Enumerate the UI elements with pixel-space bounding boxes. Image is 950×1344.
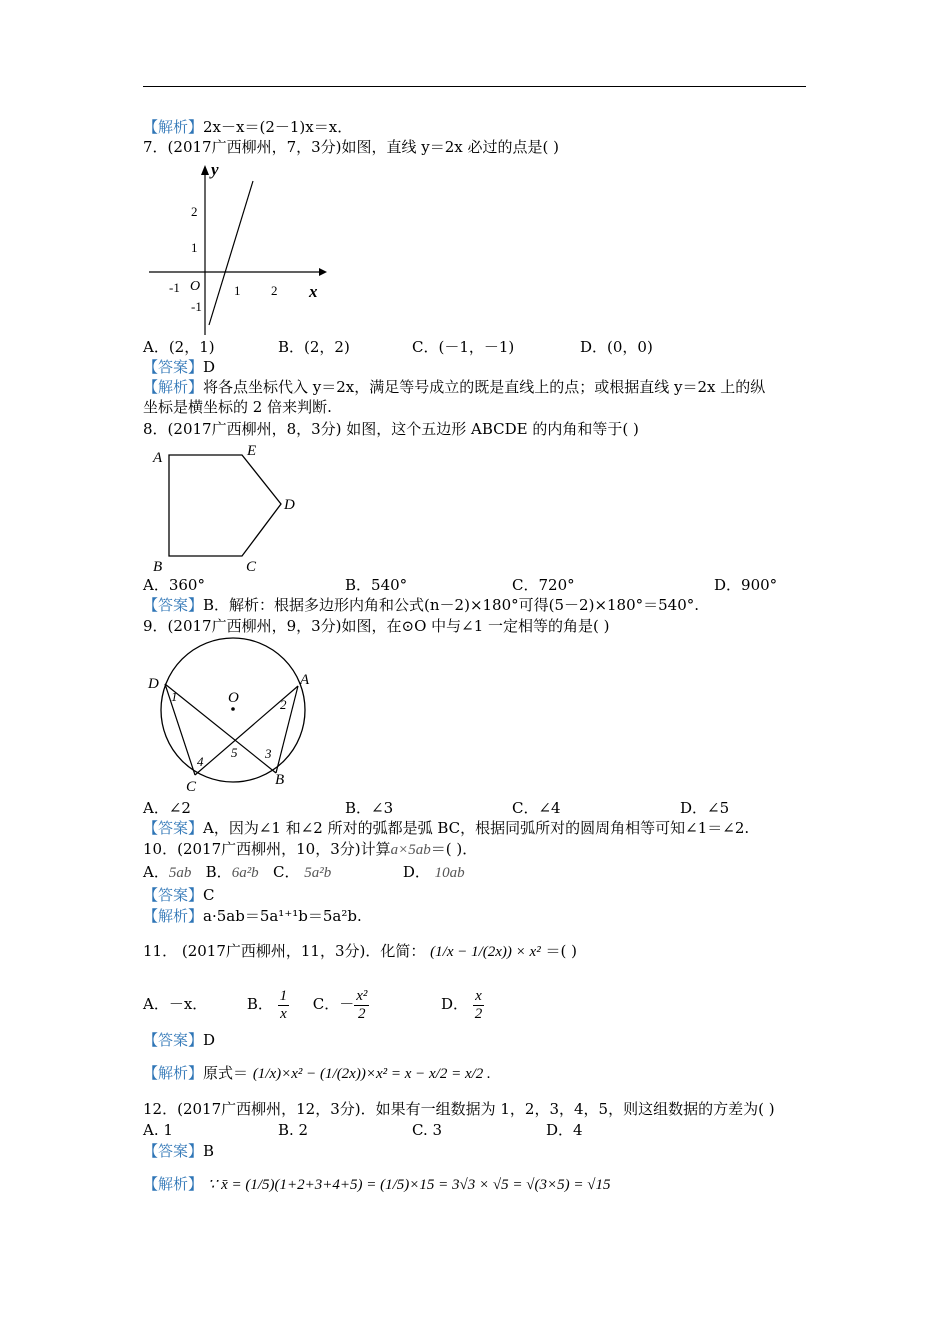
q9-answer: 【答案】A，因为∠1 和∠2 所对的弧都是弧 BC，根据同弧所对的圆周角相等可知∠1＝∠2. (143, 819, 750, 837)
tick-x-2: 2 (271, 283, 278, 298)
q8-stem: 8．(2017广西柳州，8，3分) 如图，这个五边形 ABCDE 的内角和等于( ) (143, 420, 639, 438)
q12-stem: 12．(2017广西柳州，12，3分)．如果有一组数据为 1，2，3，4，5，则这组数据的方差为( ) (143, 1100, 775, 1118)
vertex-e: E (247, 443, 257, 459)
prev-analysis: 【解析】2x－x＝(2－1)x＝x． (143, 118, 353, 136)
line-y-2x (209, 181, 253, 325)
q12-option-c: C. 3 (412, 1121, 443, 1139)
point-c: C (186, 779, 197, 795)
y-axis-label: y (211, 160, 219, 179)
q7-option-d: D．(0，0) (580, 338, 653, 356)
q10-analysis: 【解析】a·5ab＝5a¹⁺¹b＝5a²b. (143, 907, 362, 925)
q7-option-b: B．(2，2) (278, 338, 350, 356)
tick-x-1: 1 (234, 283, 241, 298)
q7-stem: 7．(2017广西柳州，7，3分)如图，直线 y＝2x 必过的点是( ) (143, 138, 559, 156)
tick-y-neg1: -1 (191, 299, 202, 314)
angle-1: 1 (171, 689, 178, 704)
q11-analysis: 【解析】原式＝ (1/x)×x² − (1/(2x))×x² = x − x/2 = x/2 . (143, 1064, 491, 1082)
center-o: O (228, 690, 239, 706)
q8-option-a: A．360° (143, 576, 205, 594)
q12-analysis: 【解析】 ∵ x̄ = (1/5)(1+2+3+4+5) = (1/5)×15 = 3√3 × √5 = √(3×5) = √15 (143, 1175, 611, 1193)
q7-analysis-line2: 坐标是横坐标的 2 倍来判断. (143, 398, 332, 416)
q7-answer: 【答案】D (143, 358, 216, 376)
vertex-d: D (284, 497, 295, 513)
header-rule (143, 86, 806, 87)
q7-analysis-line1: 【解析】将各点坐标代入 y＝2x，满足等号成立的既是直线上的点；或根据直线 y＝2x 上的纵 (143, 378, 766, 396)
q8-pentagon-figure (143, 440, 313, 575)
q10-stem: 10．(2017广西柳州，10，3分)计算a×5ab＝( )． (143, 840, 478, 858)
q12-option-b: B. 2 (278, 1121, 309, 1139)
q9-circle-figure (143, 636, 323, 801)
angle-5: 5 (231, 745, 238, 760)
tick-x-neg1: -1 (169, 280, 180, 295)
origin-label: O (190, 279, 201, 294)
q8-option-d: D．900° (714, 576, 778, 594)
q7-option-c: C．(－1，－1) (412, 338, 515, 356)
q11-option-d-frac: $\frac{x}{2}$ (474, 987, 483, 1022)
tick-y-1: 1 (191, 240, 198, 255)
q8-option-b: B．540° (345, 576, 408, 594)
q8-option-c: C．720° (512, 576, 575, 594)
q11-option-b-frac: $\frac{1}{x}$ (279, 987, 288, 1022)
q9-stem: 9．(2017广西柳州，9，3分)如图，在⊙O 中与∠1 一定相等的角是( ) (143, 617, 610, 635)
q11-option-c-frac: $\frac{\text{x²}}{2}$ (356, 987, 368, 1022)
angle-4: 4 (197, 754, 204, 769)
point-d: D (148, 676, 159, 692)
q11-stem: 11． (2017广西柳州，11，3分)．化简： (1/x − 1/(2x)) × x² ＝( ) (143, 942, 577, 960)
point-b: B (275, 772, 285, 788)
q7-coordinate-figure (143, 155, 333, 340)
x-axis-label: x (309, 282, 318, 301)
vertex-c: C (246, 559, 257, 575)
tick-y-2: 2 (191, 204, 198, 219)
q8-answer: 【答案】B．解析：根据多边形内角和公式(n－2)×180°可得(5－2)×180°＝540°. (143, 596, 700, 614)
angle-3: 3 (265, 746, 272, 761)
q12-option-a: A. 1 (143, 1121, 173, 1139)
q9-option-b: B．∠3 (345, 799, 394, 817)
q12-answer: 【答案】B (143, 1142, 215, 1160)
q9-option-c: C．∠4 (512, 799, 561, 817)
q10-options: A．5ab B．6a²b C． 5a²b D． 10ab (143, 863, 465, 881)
q9-option-d: D．∠5 (680, 799, 730, 817)
q12-option-d: D．4 (546, 1121, 583, 1139)
vertex-a: A (153, 450, 163, 466)
q11-options: A．－x． B． $\frac{1}{x}$ C．－ $\frac{\text{x²}}{2}$ D． $\frac{x}{2}$ (143, 987, 483, 1022)
point-a: A (300, 672, 310, 688)
angle-2: 2 (280, 697, 287, 712)
vertex-b: B (153, 559, 163, 575)
q7-option-a: A．(2，1) (143, 338, 215, 356)
q11-answer: 【答案】D (143, 1031, 216, 1049)
q9-option-a: A．∠2 (143, 799, 191, 817)
q10-answer: 【答案】C (143, 886, 215, 904)
